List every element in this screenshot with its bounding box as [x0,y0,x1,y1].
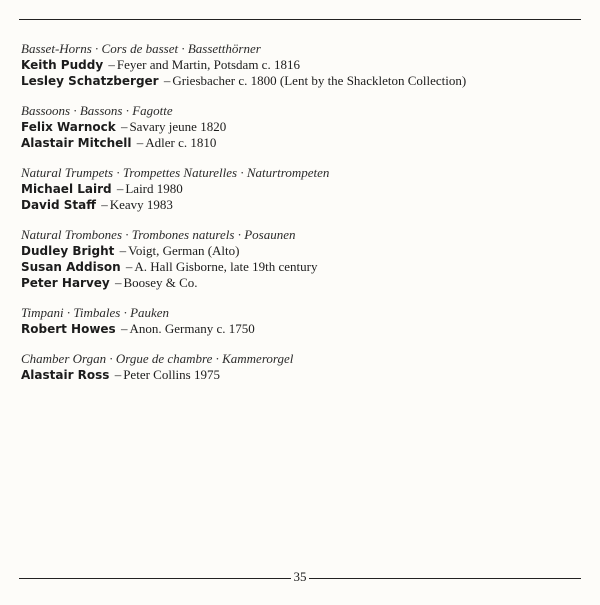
section-basset-horns [21,41,581,89]
section-chamber-organ [21,351,581,383]
page-footer [19,569,581,585]
player-name: Michael Laird [21,182,112,196]
dash-separator: – [115,275,122,290]
player-name: Keith Puddy [21,58,104,72]
dash-separator: – [108,57,115,72]
player-line [21,321,581,337]
personnel-list [21,41,581,397]
player-line [21,135,581,151]
dash-separator: – [120,119,128,134]
player-line [21,57,581,73]
dash-separator: – [120,321,128,336]
instrument-description: Boosey & Co. [123,275,198,290]
dash-separator: – [119,243,127,258]
player-line [21,119,581,135]
instrument-description: Griesbacher c. 1800 (Lent by the Shackleton Collection) [172,73,467,88]
player-name: Alastair Ross [21,368,110,382]
dash-separator: – [136,135,144,150]
player-line [21,73,581,89]
section-natural-trumpets [21,165,581,213]
instrument-description: Laird 1980 [125,181,183,196]
player-name: Robert Howes [21,322,116,336]
player-name: Susan Addison [21,260,121,274]
instrument-description: Keavy 1983 [109,197,173,212]
section-natural-trombones [21,227,581,291]
instrument-description: Voigt, German (Alto) [128,243,240,258]
section-heading: Bassoons · Bassons · Fagotte [21,103,173,118]
dash-separator: – [125,259,133,274]
instrument-description: Anon. Germany c. 1750 [129,321,255,336]
player-name: Peter Harvey [21,276,110,290]
section-heading: Natural Trombones · Trombones naturels · Posaunen [21,227,296,242]
player-name: Alastair Mitchell [21,136,132,150]
dash-separator: – [116,181,124,196]
section-heading: Natural Trumpets · Trompettes Naturelles · Naturtrompeten [21,165,330,180]
instrument-description: Peter Collins 1975 [123,367,220,382]
instrument-description: Adler c. 1810 [145,135,217,150]
section-heading: Basset-Horns · Cors de basset · Bassetthörner [21,41,261,56]
section-heading: Timpani · Timbales · Pauken [21,305,170,320]
dash-separator: – [163,73,171,88]
player-line [21,367,581,383]
player-line [21,181,581,197]
player-name: David Staff [21,198,96,212]
player-line [21,259,581,275]
dash-separator: – [114,367,122,382]
footer-rule-right [309,578,581,579]
player-line [21,243,581,259]
section-timpani [21,305,581,337]
section-heading: Chamber Organ · Orgue de chambre · Kammerorgel [21,351,294,366]
instrument-description: Savary jeune 1820 [129,119,227,134]
player-name: Lesley Schatzberger [21,74,159,88]
section-bassoons [21,103,581,151]
player-line [21,275,581,291]
player-name: Dudley Bright [21,244,115,258]
instrument-description: A. Hall Gisborne, late 19th century [134,259,318,274]
player-line [21,197,581,213]
player-name: Felix Warnock [21,120,116,134]
top-rule [19,19,581,20]
page-number: 35 [293,569,307,584]
instrument-description: Feyer and Martin, Potsdam c. 1816 [116,57,300,72]
dash-separator: – [101,197,108,212]
